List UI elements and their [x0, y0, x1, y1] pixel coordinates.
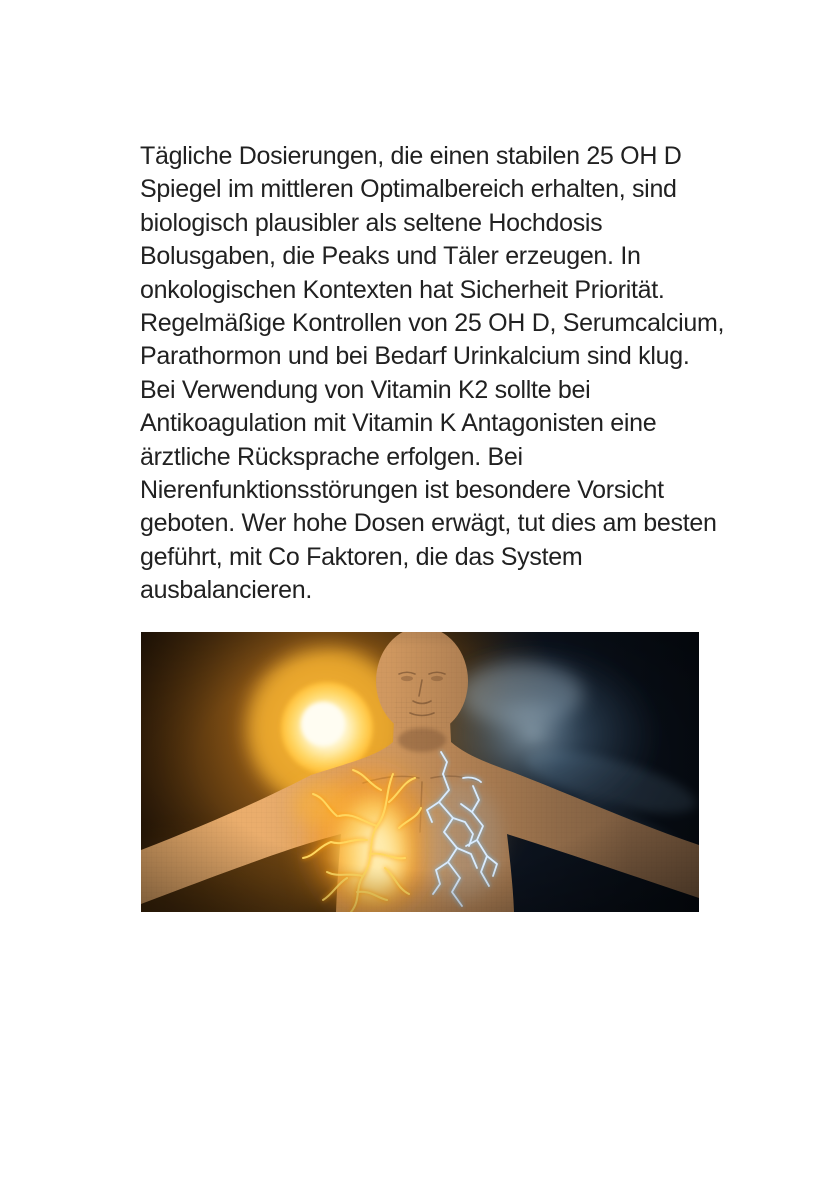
- paragraph-line: Tägliche Dosierungen, die einen stabilen 25 OH D: [140, 142, 682, 170]
- paragraph-line: Parathormon und bei Bedarf Urinkalcium sind klug.: [140, 342, 690, 371]
- paragraph-line: onkologischen Kontexten hat Sicherheit Priorität.: [140, 275, 665, 304]
- paragraph-line: Bolusgaben, die Peaks und Täler erzeugen. In: [140, 242, 641, 271]
- paragraph-line: ausbalancieren.: [140, 576, 313, 605]
- vitamin-d-illustration: [141, 632, 699, 912]
- paragraph-line: Spiegel im mittleren Optimalbereich erhalten, sind: [140, 175, 677, 204]
- illustration-canvas: [141, 632, 699, 912]
- paragraph-line: ärztliche Rücksprache erfolgen. Bei: [140, 442, 523, 471]
- paragraph-line: biologisch plausibler als seltene Hochdosis: [140, 208, 603, 237]
- paragraph-line: Regelmäßige Kontrollen von 25 OH D, Serumcalcium,: [140, 309, 725, 338]
- paragraph-line: geführt, mit Co Faktoren, die das System: [140, 542, 583, 571]
- body-paragraph: [140, 140, 800, 608]
- paragraph-line: Antikoagulation mit Vitamin K Antagonisten eine: [140, 409, 657, 438]
- paragraph-line: Nierenfunktionsstörungen ist besondere Vorsicht: [140, 476, 664, 505]
- vignette: [141, 632, 699, 912]
- paragraph-line: Bei Verwendung von Vitamin K2 sollte bei: [140, 375, 591, 404]
- paragraph-line: geboten. Wer hohe Dosen erwägt, tut dies am besten: [140, 509, 717, 538]
